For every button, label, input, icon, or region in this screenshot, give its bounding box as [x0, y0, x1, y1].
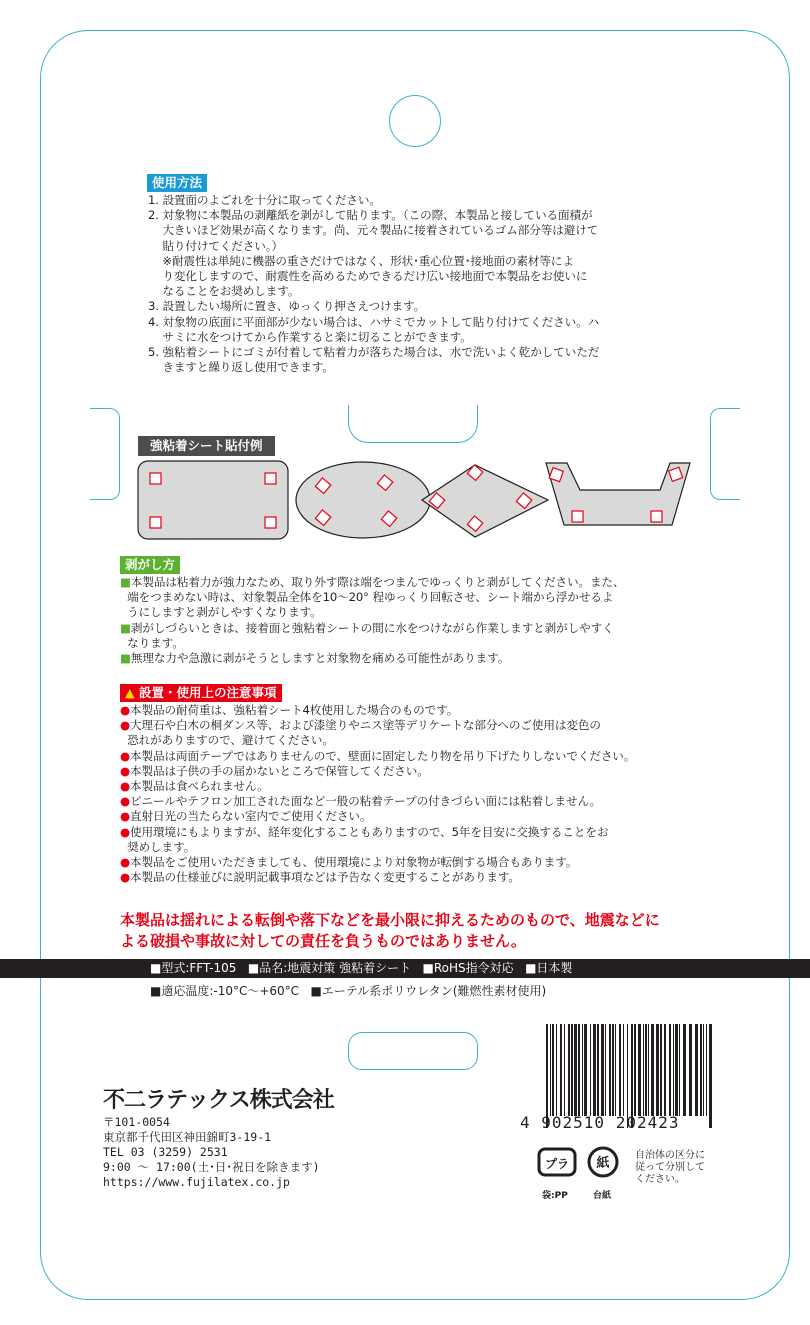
peel-item: 本製品は粘着力が強力なため、取り外す際は端をつまんでゆっくりと剥がしてください。また、 端をつまめない時は、対象製品全体を10〜20° 程ゆっくり回転させ、シート端から浮かせるよ うにしますと剥がしやすくなります。: [127, 575, 625, 620]
bottom-notch: [348, 1032, 478, 1070]
caution-list: ●本製品の耐荷重は、強粘着シート4枚使用した場合のものです。 ●大理石や白木の桐ダンス等、および漆塗りやニス塗等デリケートな部分へのご使用は変色の 恐れがありますので、避けてください。 ●本製品は両面テープではありませんので、壁面に固定したり物を吊り下げたりしないでください。 ●本製品は子供の手の届かないところで保管してください。 ●本製品は食べられません。 ●ビニールやテフロン加工された面など一般の粘着テープの付きづらい面には粘着しません。 ●直射日光の当たらない室内でご使用ください。 ●使用環境にもよりますが、経年変化することもありますので、5年を目安に交換することをお 奨めします。 ●本製品をご使用いただきましても、使用環境により対象物が転倒する場合もあります。 ●本製品の仕様並びに説明記載事項などは予告なく変更することがあります。: [120, 703, 636, 885]
example-chair-shape: [546, 463, 690, 525]
company-address: 〒101-0054 東京都千代田区神田錦町3-19-1 TEL 03 (3259) 2531 9:00 〜 17:00(土･日･祝日を除きます) https://www.fujilatex.co.jp: [103, 1115, 320, 1189]
spec-line-2: ■適応温度:-10°C〜+60°C ■エーテル系ポリウレタン(難燃性素材使用): [150, 984, 547, 998]
peel-item: 剥がしづらいときは、接着面と強粘着シートの間に水をつけながら作業しますと剥がしやすく なります。: [127, 620, 614, 650]
peel-instructions: ■本製品は粘着力が強力なため、取り外す際は端をつまんでゆっくりと剥がしてください。また、 端をつまめない時は、対象製品全体を10〜20° 程ゆっくり回転させ、シート端から浮かせるよ うにしますと剥がしやすくなります。 ■剥がしづらいときは、接着面と強粘着シートの間に水をつけながら作業しますと剥がしやすく なります。 ■無理な力や急激に剥がそうとしますと対象物を痛める可能性があります。: [120, 575, 625, 666]
svg-text:紙: 紙: [596, 1156, 610, 1171]
spec-line-1: ■型式:FFT-105 ■品名:地震対策 強粘着シート ■RoHS指令対応 ■日本製: [150, 961, 573, 975]
usage-instructions: 1. 設置面のよごれを十分に取ってください。 2. 対象物に本製品の剥離紙を剥がして貼ります。（この際、本製品と接している面積が 大きいほど効果が高くなります。尚、元々製品に接着されているゴム部分等は避けて 貼り付けてください。） ※耐震性は単純に機器の重さだけではなく、形状･重心位置･接地面の素材等によ り変化しますので、耐震性を高めるためできるだけ広い接地面で本製品をお使いに なることをお奨めします。 3. 設置したい場所に置き、ゆっくり押さえつけます。 4. 対象物の底面に平面部が少ない場合は、ハサミでカットして貼り付けてください。ハ サミに水をつけてから作業すると楽に切ることができます。 5. 強粘着シートにゴミが付着して粘着力が落ちた場合は、水で洗いよく乾かしていただ きますと繰り返し使用できます。: [148, 193, 600, 375]
caution-item: 本製品は子供の手の届かないところで保管してください。: [130, 763, 429, 778]
caution-item: ビニールやテフロン加工された面など一般の粘着テープの付きづらい面には粘着しません。: [130, 794, 602, 809]
svg-text:プラ: プラ: [544, 1157, 570, 1171]
caution-item: 本製品は両面テープではありませんので、壁面に固定したり物を吊り下げたりしないでください。: [130, 748, 636, 763]
example-oval: [296, 462, 430, 538]
paper-recycle-icon: [583, 1145, 623, 1179]
recycle-note: 自治体の区分に 従って分別して ください。: [635, 1150, 705, 1185]
left-side-tab: [90, 408, 120, 500]
plastic-recycle-icon: [537, 1145, 577, 1179]
caution-item: 本製品の耐荷重は、強粘着シート4枚使用した場合のものです。: [130, 703, 459, 717]
warning-triangle-icon: ▲: [125, 685, 135, 700]
caution-item: 直射日光の当たらない室内でご使用ください。: [130, 809, 372, 824]
caution-item: 大理石や白木の桐ダンス等、および漆塗りやニス塗等デリケートな部分へのご使用は変色の 恐れがありますので、避けてください。: [127, 718, 601, 748]
caution-item: 本製品をご使用いただきましても、使用環境により対象物が転倒する場合もあります。: [130, 855, 578, 870]
peel-heading: 剥がし方: [120, 556, 180, 574]
caution-heading: ▲ 設置・使用上の注意事項: [120, 684, 282, 702]
top-notch: [348, 405, 478, 443]
peel-item: 無理な力や急激に剥がそうとしますと対象物を痛める可能性があります。: [130, 651, 510, 666]
caution-item: 使用環境にもよりますが、経年変化することもありますので、5年を目安に交換することをお 奨めします。: [127, 824, 609, 854]
paper-material-label: 台紙: [593, 1191, 612, 1201]
hang-hole: [389, 95, 441, 147]
example-heading: 強粘着シート貼付例: [138, 436, 275, 456]
bag-material-label: 袋:PP: [542, 1191, 568, 1201]
caution-item: 本製品は食べられません。: [130, 779, 269, 794]
placement-examples-illustration: [130, 455, 700, 545]
barcode-number: 4 902510 202423: [520, 1113, 680, 1132]
right-side-tab: [710, 408, 740, 500]
company-logo: 不二ラテックス株式会社: [103, 1088, 334, 1113]
liability-warning: 本製品は揺れによる転倒や落下などを最小限に抑えるためのもので、地震などに よる破損や事故に対しての責任を負うものではありません。: [120, 911, 660, 950]
caution-item: 本製品の仕様並びに説明記載事項などは予告なく変更することがあります。: [130, 870, 520, 885]
usage-heading: 使用方法: [147, 174, 207, 192]
